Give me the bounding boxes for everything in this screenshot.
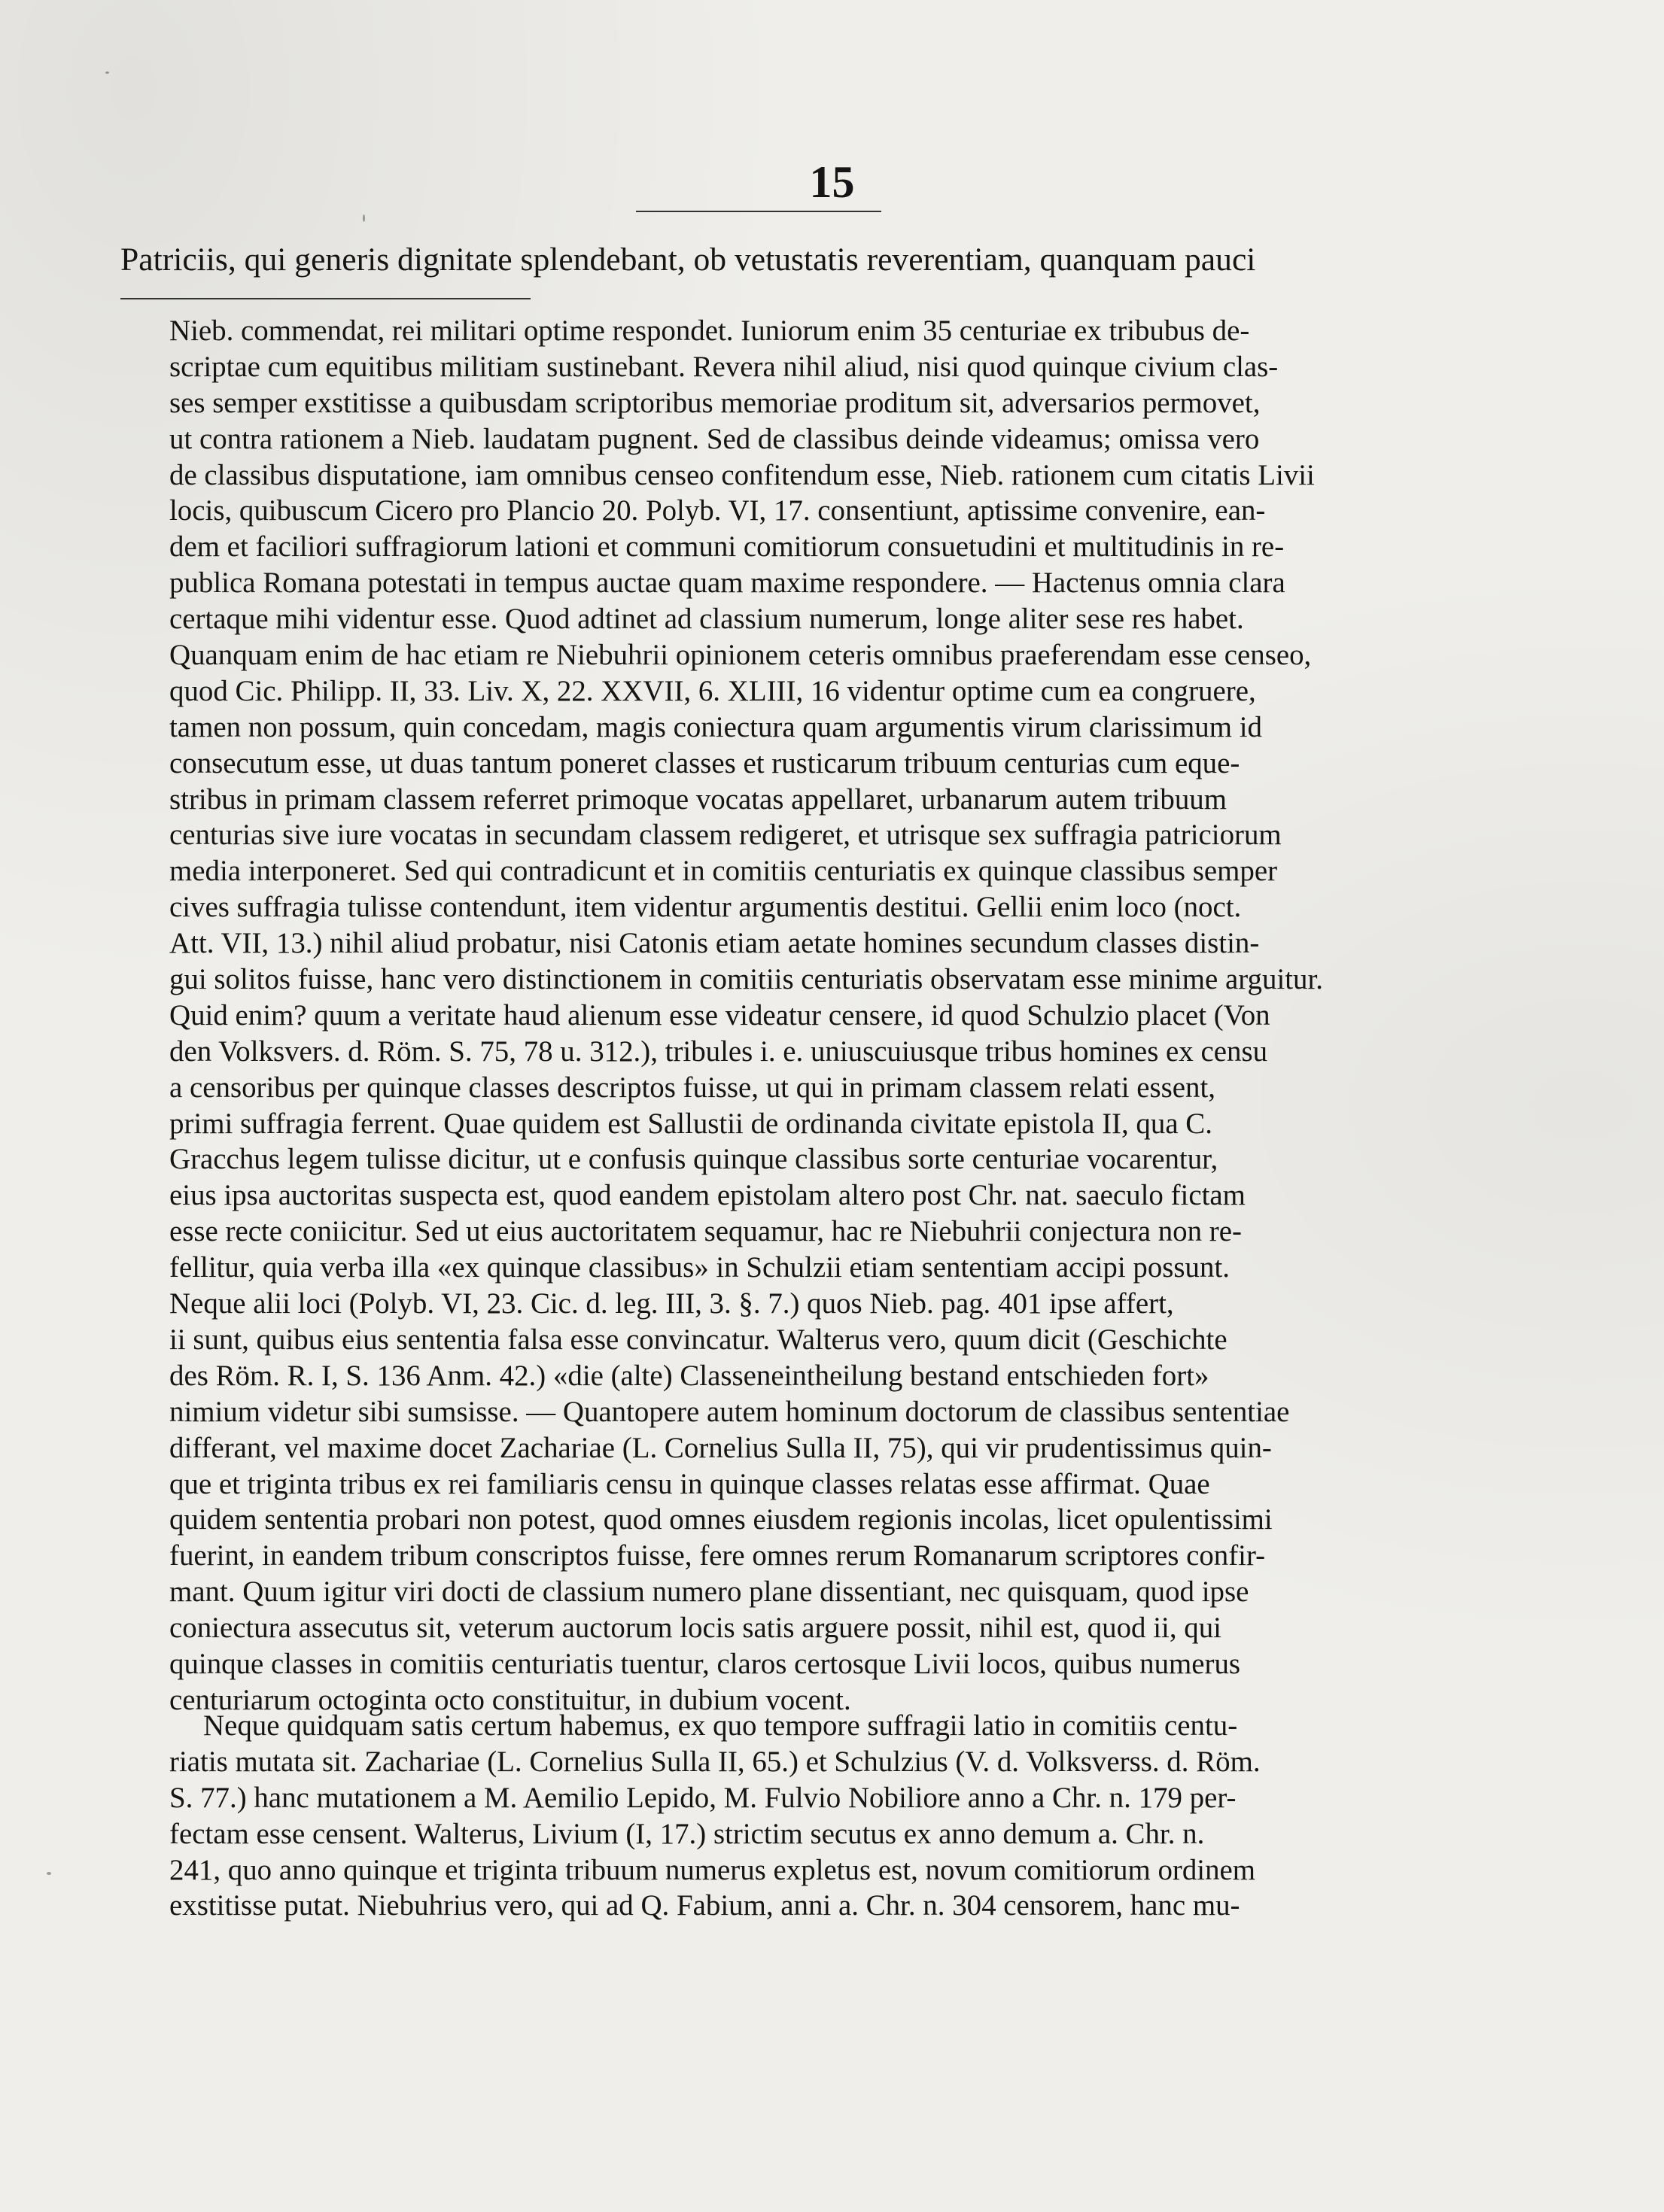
footnote-line: centuriarum octoginta octo constituitur, in dubium vocent. [169,1683,851,1716]
footnote-line: des Röm. R. I, S. 136 Anm. 42.) «die (alte) Classeneintheilung bestand entschieden fort» [169,1359,1209,1392]
footnote-line: Quanquam enim de hac etiam re Niebuhrii opinionem ceteris omnibus praeferendam esse censeo, [169,639,1312,672]
footnote-line: esse recte coniicitur. Sed ut eius auctoritatem sequamur, hac re Niebuhrii conjectura non re- [169,1215,1242,1248]
footnote-line: quod Cic. Philipp. II, 33. Liv. X, 22. XXVII, 6. XLIII, 16 videntur optime cum ea congruere, [169,674,1256,707]
paragraph-line: 241, quo anno quinque et triginta tribuum numerus expletus est, novum comitiorum ordinem [169,1853,1256,1886]
footnote-line: Gracchus legem tulisse dicitur, ut e confusis quinque classibus sorte centuriae vocarentur, [169,1143,1218,1176]
footnote-line: centurias sive iure vocatas in secundam classem redigeret, et utrisque sex suffragia patriciorum [169,819,1282,852]
print-speck [47,1872,51,1875]
header-rule [636,211,881,212]
paragraph-line: fectam esse censent. Walterus, Livium (I, 17.) strictim secutus ex anno demum a. Chr. n. [169,1817,1205,1850]
footnote-line: mant. Quum igitur viri docti de classium numero plane dissentiant, nec quisquam, quod ipse [169,1575,1249,1609]
footnote-line: ses semper exstitisse a quibusdam scriptoribus memoriae proditum sit, adversarios permovet, [169,386,1261,419]
footnote-line: ii sunt, quibus eius sententia falsa esse convincatur. Walterus vero, quum dicit (Geschichte [169,1323,1227,1356]
footnote-line: fuerint, in eandem tribum conscriptos fuisse, fere omnes rerum Romanarum scriptores confir- [169,1539,1266,1572]
footnote-rule [120,298,531,299]
footnote-line: Neque alii loci (Polyb. VI, 23. Cic. d. leg. III, 3. §. 7.) quos Nieb. pag. 401 ipse affert, [169,1287,1174,1320]
footnote-line: gui solitos fuisse, hanc vero distinctionem in comitiis centuriatis observatam esse minime arguitur. [169,963,1324,996]
footnote-line: den Volksvers. d. Röm. S. 75, 78 u. 312.), tribules i. e. uniuscuiusque tribus homines ex censu [169,1035,1268,1068]
footnote-line: fellitur, quia verba illa «ex quinque classibus» in Schulzii etiam sententiam accipi possunt. [169,1251,1230,1284]
footnote-line: differant, vel maxime docet Zachariae (L. Cornelius Sulla II, 75), qui vir prudentissimus quin- [169,1431,1272,1464]
footnote-line: media interponeret. Sed qui contradicunt et in comitiis centuriatis ex quinque classibus semper [169,855,1278,888]
footnote-line: primi suffragia ferrent. Quae quidem est Sallustii de ordinanda civitate epistola II, qua C. [169,1107,1212,1140]
footnote-line: quinque classes in comitiis centuriatis tuentur, claros certosque Livii locos, quibus numerus [169,1647,1241,1680]
footnote-line: nimium videtur sibi sumsisse. — Quantopere autem hominum doctorum de classibus sententiae [169,1395,1290,1428]
footnote-line: publica Romana potestati in tempus auctae quam maxime respondere. — Hactenus omnia clara [169,567,1285,600]
footnote-line: quidem sententia probari non potest, quod omnes eiusdem regionis incolas, licet opulentissimi [169,1503,1273,1536]
footnote-line: coniectura assecutus sit, veterum auctorum locis satis arguere possit, nihil est, quod ii, qui [169,1612,1221,1645]
footnote-block [169,313,1437,1718]
page-number: 15 [809,157,855,207]
footnote-line: dem et faciliori suffragiorum lationi et communi comitiorum consuetudini et multitudinis in re- [169,530,1285,564]
footnote-line: scriptae cum equitibus militiam sustinebant. Revera nihil aliud, nisi quod quinque civium clas- [169,350,1279,383]
footnote-line: ut contra rationem a Nieb. laudatam pugnent. Sed de classibus deinde videamus; omissa vero [169,422,1260,455]
footnote-line: de classibus disputatione, iam omnibus censeo confitendum esse, Nieb. rationem cum citatis Livii [169,458,1315,491]
paragraph-line: Neque quidquam satis certum habemus, ex quo tempore suffragii latio in comitiis centu- [203,1709,1238,1742]
print-speck [105,71,109,74]
footnote-line: stribus in primam classem referret primoque vocatas appellaret, urbanarum autem tribuum [169,782,1227,816]
paragraph-block [169,1708,1437,1924]
footnote-line: a censoribus per quinque classes descriptos fuisse, ut qui in primam classem relati essent, [169,1071,1215,1104]
paragraph-line: riatis mutata sit. Zachariae (L. Cornelius Sulla II, 65.) et Schulzius (V. d. Volksverss. d. Röm. [169,1745,1261,1778]
footnote-line: Att. VII, 13.) nihil aliud probatur, nisi Catonis etiam aetate homines secundum classes distin- [169,927,1260,960]
paragraph-line: S. 77.) hanc mutationem a M. Aemilio Lepido, M. Fulvio Nobiliore anno a Chr. n. 179 per- [169,1781,1237,1814]
print-speck [363,214,365,222]
paragraph-line: exstitisse putat. Niebuhrius vero, qui ad Q. Fabium, anni a. Chr. n. 304 censorem, hanc mu- [169,1889,1240,1922]
footnote-line: certaque mihi videntur esse. Quod adtinet ad classium numerum, longe aliter sese res habet. [169,603,1244,636]
footnote-line: consecutum esse, ut duas tantum poneret classes et rusticarum tribuum centurias cum eque- [169,746,1240,779]
footnote-line: eius ipsa auctoritas suspecta est, quod eandem epistolam altero post Chr. nat. saeculo fictam [169,1179,1246,1212]
lead-text-line: Patriciis, qui generis dignitate splendebant, ob vetustatis reverentiam, quanquam pauci [120,242,1256,278]
footnote-line: Quid enim? quum a veritate haud alienum esse videatur censere, id quod Schulzio placet (Von [169,998,1270,1032]
footnote-line: Nieb. commendat, rei militari optime respondet. Iuniorum enim 35 centuriae ex tribubus de- [169,314,1250,347]
footnote-line: cives suffragia tulisse contendunt, item videntur argumentis destitui. Gellii enim loco (noct. [169,891,1242,924]
footnote-line: locis, quibuscum Cicero pro Plancio 20. Polyb. VI, 17. consentiunt, aptissime convenire, ean- [169,494,1266,527]
footnote-line: que et triginta tribus ex rei familiaris censu in quinque classes relatas esse affirmat. Quae [169,1467,1210,1500]
footnote-line: tamen non possum, quin concedam, magis coniectura quam argumentis virum clarissimum id [169,710,1262,743]
